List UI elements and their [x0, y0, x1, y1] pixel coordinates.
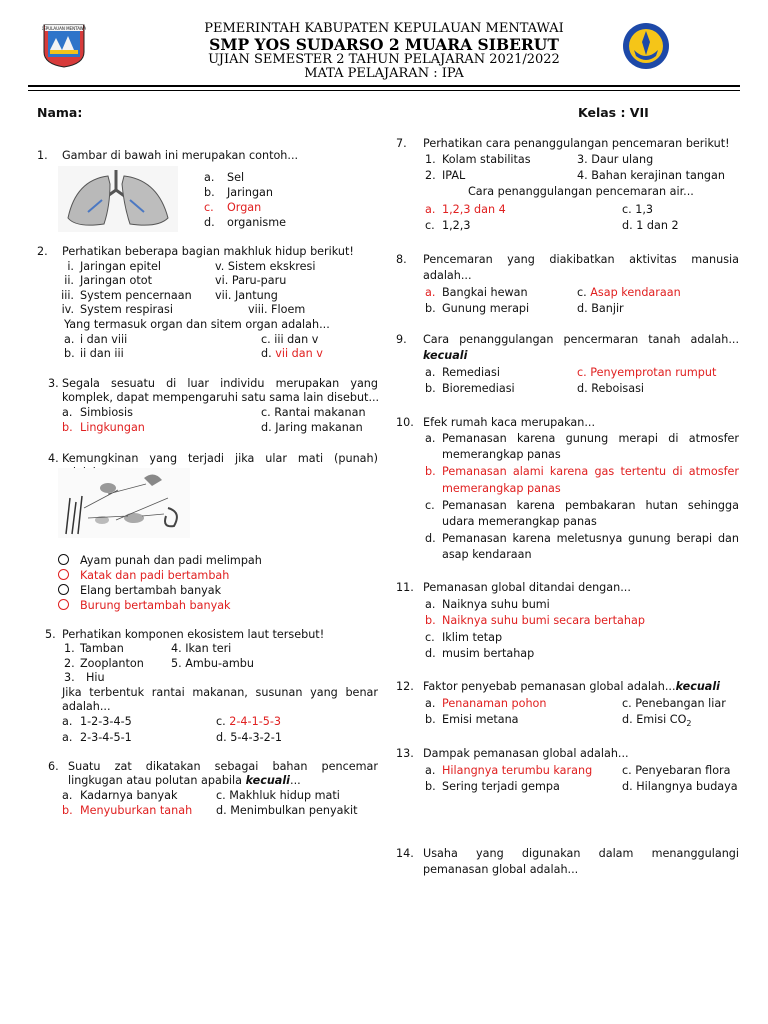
- q5-line2: adalah...: [62, 700, 111, 713]
- q2-item-vi: vi. Paru-paru: [215, 274, 287, 287]
- q3-option-b-text: Lingkungan: [80, 421, 145, 434]
- q5-option-c-text: 2-4-1-5-3: [229, 715, 282, 728]
- q5-item-5: 5. Ambu-ambu: [171, 657, 254, 670]
- q11-option-a: a.: [425, 598, 436, 611]
- q10-option-a-line2: memerangkap panas: [442, 448, 561, 461]
- kelas-label: Kelas : VII: [578, 105, 649, 120]
- q1-option-a: a.: [204, 171, 215, 184]
- q12-option-b: b.: [425, 713, 436, 726]
- q2-option-c: c. iii dan v: [261, 333, 319, 346]
- q10-option-a: a.: [425, 432, 436, 445]
- q7-option-b-text: 1,2,3: [442, 219, 471, 232]
- q1-option-a-text: Sel: [227, 171, 245, 184]
- q2-option-b-text: ii dan iii: [80, 347, 124, 360]
- q2-item-vii: vii. Jantung: [215, 289, 278, 302]
- q5-item-2: 2.: [64, 657, 75, 670]
- q9-line1: Cara penanggulangan pencermaran tanah adalah...: [423, 333, 739, 346]
- q2-item-i-text: Jaringan epitel: [80, 260, 162, 273]
- q2-item-iv-text: System respirasi: [80, 303, 173, 316]
- q5-option-a: a.: [62, 715, 73, 728]
- q10-option-b-line2: memerangkap panas: [442, 482, 561, 495]
- q2-item-iii: iii.: [61, 289, 74, 302]
- q9-option-c-text: Penyemprotan rumput: [590, 366, 717, 379]
- q9-option-b-text: Bioremediasi: [442, 382, 515, 395]
- q7-question: Cara penanggulangan pencemaran air...: [468, 185, 694, 198]
- q7-item-2: 2.: [425, 169, 436, 182]
- q8-option-c-text: Asap kendaraan: [590, 286, 681, 299]
- q11-option-b-text: Naiknya suhu bumi secara bertahap: [442, 614, 645, 627]
- q12-option-d: d. Emisi $CO_2$: [622, 713, 692, 729]
- q11-option-c-text: Iklim tetap: [442, 631, 503, 644]
- q2-item-ii-text: Jaringan otot: [80, 274, 153, 287]
- q3-option-b: b.: [62, 421, 73, 434]
- q3-line1: Segala sesuatu di luar individu merupakan yang: [62, 377, 378, 390]
- q9-option-a-text: Remediasi: [442, 366, 500, 379]
- q8-option-a: a.: [425, 286, 436, 299]
- q11-number: 11.: [396, 581, 414, 594]
- q5-option-a-text: 1-2-3-4-5: [80, 715, 132, 728]
- q12-option-c: c. Penebangan liar: [622, 697, 726, 710]
- q11-option-d: d.: [425, 647, 436, 660]
- q5-item-1-text: Tamban: [80, 642, 124, 655]
- radio-circle-icon: [58, 599, 69, 610]
- q3-option-c: c. Rantai makanan: [261, 406, 366, 419]
- q2-item-viii: viii. Floem: [248, 303, 306, 316]
- q7-option-a: a.: [425, 203, 436, 216]
- q14-number: 14.: [396, 847, 414, 860]
- q2-text: Perhatikan beberapa bagian makhluk hidup berikut!: [62, 245, 354, 258]
- food-web-illustration: [58, 468, 190, 538]
- q13-option-a: a.: [425, 764, 436, 777]
- q5-item-1: 1.: [64, 642, 75, 655]
- q7-item-4: 4. Bahan kerajinan tangan: [577, 169, 725, 182]
- q6-option-c: c. Makhluk hidup mati: [216, 789, 340, 802]
- q4-option-1: [58, 554, 69, 567]
- lungs-illustration: [58, 166, 178, 232]
- q4-option-1-text: Ayam punah dan padi melimpah: [80, 554, 262, 567]
- q13-option-a-text: Hilangnya terumbu karang: [442, 764, 593, 777]
- q8-option-b-text: Gunung merapi: [442, 302, 530, 315]
- q8-line1: Pencemaran yang diakibatkan aktivitas manusia: [423, 253, 739, 266]
- q7-option-a-text: 1,2,3 dan 4: [442, 203, 506, 216]
- q10-option-c: c.: [425, 499, 435, 512]
- q7-text: Perhatikan cara penanggulangan pencemaran berikut!: [423, 137, 730, 150]
- q12-option-a: a.: [425, 697, 436, 710]
- nama-label: Nama:: [37, 105, 83, 120]
- q8-line2: adalah...: [423, 269, 472, 282]
- q5-text: Perhatikan komponen ekosistem laut tersebut!: [62, 628, 325, 641]
- q4-option-3: [58, 584, 69, 597]
- q5-option-c: c. 2-4-1-5-3: [216, 715, 282, 728]
- q5-option-b: a.: [62, 731, 73, 744]
- q7-item-1-text: Kolam stabilitas: [442, 153, 531, 166]
- svg-text:KEPULAUAN MENTAWAI: KEPULAUAN MENTAWAI: [42, 26, 86, 31]
- q13-option-d: d. Hilangnya budaya: [622, 780, 738, 793]
- q1-option-b: b.: [204, 186, 215, 199]
- q6-option-d: d. Menimbulkan penyakit: [216, 804, 358, 817]
- q2-option-d: d. vii dan v: [261, 347, 323, 360]
- q2-option-d-text: vii dan v: [275, 347, 323, 360]
- q2-item-iv: iv.: [61, 303, 74, 316]
- school-name: SMP YOS SUDARSO 2 MUARA SIBERUT: [209, 35, 559, 54]
- q7-option-b: c.: [425, 219, 435, 232]
- q7-option-c: c. 1,3: [622, 203, 654, 216]
- q5-option-b-text: 2-3-4-5-1: [80, 731, 132, 744]
- q5-item-3: 3.: [64, 671, 75, 684]
- q12-option-a-text: Penanaman pohon: [442, 697, 547, 710]
- q4-line1: Kemungkinan yang terjadi jika ular mati (punah): [62, 452, 378, 465]
- q6-option-a-text: Kadarnya banyak: [80, 789, 178, 802]
- q11-option-b: b.: [425, 614, 436, 627]
- q7-item-1: 1.: [425, 153, 436, 166]
- q8-option-d: d. Banjir: [577, 302, 624, 315]
- q10-option-c-line1: Pemanasan karena pembakaran hutan sehingga: [442, 499, 739, 512]
- q8-number: 8.: [396, 253, 407, 266]
- q9-kecuali: kecuali: [423, 349, 468, 362]
- header-divider: [28, 85, 740, 87]
- q1-option-c: c.: [204, 201, 214, 214]
- q7-option-d: d. 1 dan 2: [622, 219, 679, 232]
- q9-option-b: b.: [425, 382, 436, 395]
- q2-item-v: v. Sistem ekskresi: [215, 260, 316, 273]
- q1-option-c-text: Organ: [227, 201, 262, 214]
- header-line4: MATA PELAJARAN : IPA: [304, 66, 464, 81]
- q11-option-c: c.: [425, 631, 435, 644]
- q4-option-4-text: Burung bertambah banyak: [80, 599, 231, 612]
- q6-option-a: a.: [62, 789, 73, 802]
- q13-text: Dampak pemanasan global adalah...: [423, 747, 629, 760]
- q11-option-a-text: Naiknya suhu bumi: [442, 598, 550, 611]
- q12-option-b-text: Emisi metana: [442, 713, 519, 726]
- q7-number: 7.: [396, 137, 407, 150]
- q14-line2: pemanasan global adalah...: [423, 863, 579, 876]
- q12-number: 12.: [396, 680, 414, 693]
- q9-number: 9.: [396, 333, 407, 346]
- q10-option-d-line2: asap kendaraan: [442, 548, 532, 561]
- q5-number: 5.: [45, 628, 56, 641]
- q10-option-d: d.: [425, 532, 436, 545]
- q3-option-a: a.: [62, 406, 73, 419]
- q8-option-c: c. Asap kendaraan: [577, 286, 681, 299]
- q6-line1: Suatu zat dikatakan sebagai bahan pencemar: [68, 760, 378, 773]
- q13-number: 13.: [396, 747, 414, 760]
- q6-number: 6.: [48, 760, 59, 773]
- q11-option-d-text: musim bertahap: [442, 647, 535, 660]
- q10-option-d-line1: Pemanasan karena meletusnya gunung berapi dan: [442, 532, 739, 545]
- q1-option-d-text: organisme: [227, 216, 287, 229]
- q11-text: Pemanasan global ditandai dengan...: [423, 581, 631, 594]
- q8-option-a-text: Bangkai hewan: [442, 286, 528, 299]
- header-line3: UJIAN SEMESTER 2 TAHUN PELAJARAN 2021/2022: [208, 52, 560, 67]
- q10-number: 10.: [396, 416, 414, 429]
- q2-item-ii: ii.: [64, 274, 74, 287]
- header-divider-thin: [28, 90, 740, 91]
- q5-item-4: 4. Ikan teri: [171, 642, 232, 655]
- q1-text: Gambar di bawah ini merupakan contoh...: [62, 149, 299, 162]
- q10-option-b: b.: [425, 465, 436, 478]
- q5-item-3-text: Hiu: [86, 671, 105, 684]
- q4-option-2: [58, 569, 69, 582]
- q7-item-3: 3. Daur ulang: [577, 153, 654, 166]
- q4-option-2-text: Katak dan padi bertambah: [80, 569, 230, 582]
- q5-line1: Jika terbentuk rantai makanan, susunan yang benar: [62, 686, 378, 699]
- q2-option-a-text: i dan viii: [80, 333, 128, 346]
- q12-text: Faktor penyebab pemanasan global adalah...kecuali: [423, 680, 721, 693]
- q2-item-iii-text: System pencernaan: [80, 289, 192, 302]
- radio-circle-icon: [58, 584, 69, 595]
- q6-option-b: b.: [62, 804, 73, 817]
- q14-line1: Usaha yang digunakan dalam menanggulangi: [423, 847, 739, 860]
- q6-option-b-text: Menyuburkan tanah: [80, 804, 193, 817]
- q4-option-4: [58, 599, 69, 612]
- q5-item-2-text: Zooplanton: [80, 657, 144, 670]
- q3-number: 3.: [48, 377, 59, 390]
- q8-option-b: b.: [425, 302, 436, 315]
- q9-option-c: c. Penyemprotan rumput: [577, 366, 717, 379]
- q1-option-b-text: Jaringan: [227, 186, 274, 199]
- q13-option-c: c. Penyebaran flora: [622, 764, 731, 777]
- q10-option-b-line1: Pemanasan alami karena gas tertentu di atmosfer: [442, 465, 739, 478]
- q13-option-b-text: Sering terjadi gempa: [442, 780, 560, 793]
- q4-number: 4.: [48, 452, 59, 465]
- q12-kecuali: kecuali: [675, 680, 721, 693]
- radio-circle-icon: [58, 554, 69, 565]
- q2-option-b: b.: [64, 347, 75, 360]
- q3-line2: komplek, dapat mempengaruhi satu sama lain disebut...: [62, 391, 380, 404]
- q3-option-d: d. Jaring makanan: [261, 421, 363, 434]
- q10-option-c-line2: udara memerangkap panas: [442, 515, 597, 528]
- q6-kecuali: kecuali: [245, 774, 291, 787]
- q2-question: Yang termasuk organ dan sitem organ adalah...: [64, 318, 330, 331]
- q7-item-2-text: IPAL: [442, 169, 466, 182]
- q5-option-d: d. 5-4-3-2-1: [216, 731, 282, 744]
- q1-option-d: d.: [204, 216, 215, 229]
- q3-option-a-text: Simbiosis: [80, 406, 133, 419]
- q10-option-a-line1: Pemanasan karena gunung merapi di atmosfer: [442, 432, 739, 445]
- q4-option-3-text: Elang bertambah banyak: [80, 584, 222, 597]
- q10-text: Efek rumah kaca merupakan...: [423, 416, 596, 429]
- q1-number: 1.: [37, 149, 48, 162]
- q2-item-i: i.: [67, 260, 74, 273]
- q13-option-b: b.: [425, 780, 436, 793]
- q2-number: 2.: [37, 245, 48, 258]
- header-line1: PEMERINTAH KABUPATEN KEPULAUAN MENTAWAI: [204, 21, 564, 36]
- q6-line2: lingkugan atau polutan apabila kecuali...: [68, 774, 301, 787]
- q9-option-d: d. Reboisasi: [577, 382, 645, 395]
- q9-option-a: a.: [425, 366, 436, 379]
- q2-option-a: a.: [64, 333, 75, 346]
- radio-circle-icon: [58, 569, 69, 580]
